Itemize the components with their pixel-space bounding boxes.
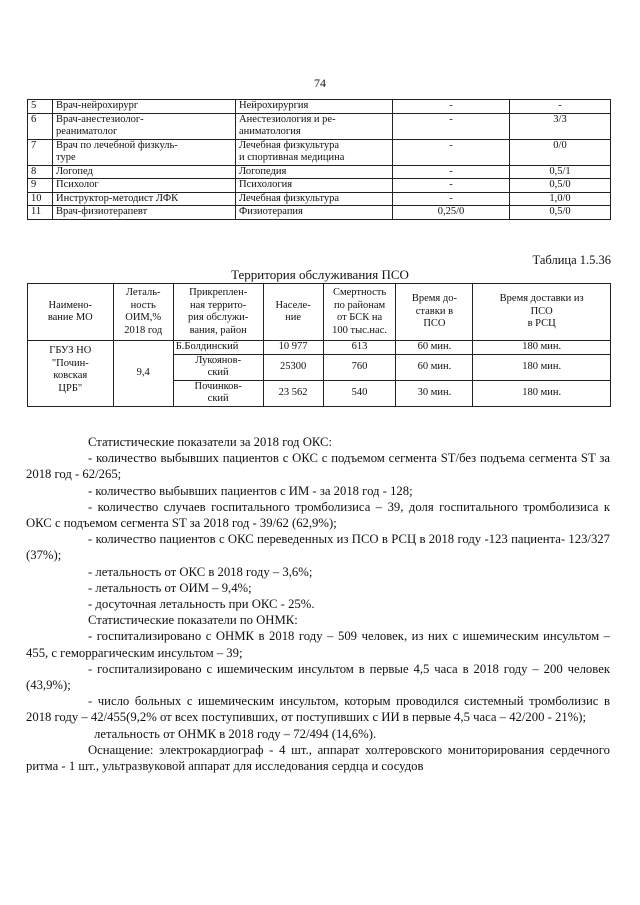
specialty-cell: Физиотерапия <box>236 206 393 220</box>
specialty-cell: Анестезиология и ре- аниматология <box>236 113 393 139</box>
paragraph: - госпитализировано с ишемическим инсультом в первые 4,5 часа в 2018 году – 200 человек (43,9%); <box>26 661 610 693</box>
paragraph: - досуточная летальность при ОКС - 25%. <box>88 597 315 612</box>
position-cell: Инструктор-методист ЛФК <box>53 192 236 206</box>
page-number: 74 <box>314 76 326 90</box>
table-title: Территория обслуживания ПСО <box>231 267 409 282</box>
population-cell: 25300 <box>263 354 323 380</box>
delivery-rsc-cell: 180 мин. <box>473 341 611 355</box>
paragraph: - летальность от ОКС в 2018 году – 3,6%; <box>88 564 313 579</box>
paragraph: - число больных с ишемическим инсультом, которым проводился системный тромболизис в 2018 году – 42/455(9,2% от всех поступивших, от поступивших с ИИ в первые 4,5 часа – 42/200 - 21%); <box>26 694 610 725</box>
paragraph: Статистические показатели по ОНМК: <box>88 613 298 628</box>
table-row <box>28 341 611 355</box>
lethality-cell: 9,4 <box>113 341 173 407</box>
specialty-cell: Лечебная физкультура и спортивная медицина <box>236 139 393 165</box>
value-cell: 0,5/0 <box>510 179 611 193</box>
table-caption: Таблица 1.5.36 <box>532 253 611 267</box>
column-header: Прикреплен- ная террито- рия обслужи- вания, район <box>173 284 263 341</box>
paragraph: Статистические показатели за 2018 год ОКС: <box>88 435 332 449</box>
specialty-cell: Психология <box>236 179 393 193</box>
delivery-rsc-cell: 180 мин. <box>473 380 611 406</box>
specialty-cell: Логопедия <box>236 165 393 179</box>
paragraph: Оснащение: электрокардиограф - 4 шт., аппарат холтеровского мониторирования сердечного ритма - 1 шт., ультразвуковой аппарат для исследования сердца и сосудов <box>26 742 610 774</box>
value-cell: - <box>393 100 510 114</box>
table-row <box>28 206 611 220</box>
paragraph: - количество случаев госпитального тромболизиса – 39, доля госпитального тромболизиса к ОКС с подъемом сегмента ST за 2018 год - 39/62 (62,9%); <box>26 499 610 531</box>
value-cell: - <box>510 100 611 114</box>
value-cell: - <box>393 179 510 193</box>
value-cell: 0,25/0 <box>393 206 510 220</box>
paragraph: - госпитализировано с ОНМК в 2018 году – 509 человек, из них с ишемическим инсультом – 455, с геморрагическим инсультом – 39; <box>26 629 610 660</box>
value-cell: - <box>393 165 510 179</box>
population-cell: 10 977 <box>263 341 323 355</box>
row-number: 11 <box>28 206 53 220</box>
district-cell: Б.Болдинский <box>173 341 263 355</box>
value-cell: 0/0 <box>510 139 611 165</box>
specialty-cell: Нейрохирургия <box>236 100 393 114</box>
table-row <box>28 179 611 193</box>
value-cell: - <box>393 113 510 139</box>
row-number: 10 <box>28 192 53 206</box>
row-number: 5 <box>28 100 53 114</box>
column-header: Смертность по районам от БСК на 100 тыс.нас. <box>323 284 396 341</box>
value-cell: 0,5/1 <box>510 165 611 179</box>
territory-table <box>27 283 611 407</box>
paragraph: - количество выбывших пациентов с ОКС с подъемом сегмента ST/без подъема сегмента ST за 2018 год - 62/265; <box>26 451 610 482</box>
position-cell: Врач-анестезиолог- реаниматолог <box>53 113 236 139</box>
staff-table <box>27 99 611 220</box>
row-number: 6 <box>28 113 53 139</box>
column-header: Время доставки из ПСО в РСЦ <box>473 284 611 341</box>
delivery-rsc-cell: 180 мин. <box>473 354 611 380</box>
column-header: Время до- ставки в ПСО <box>396 284 473 341</box>
mortality-cell: 760 <box>323 354 396 380</box>
value-cell: 3/3 <box>510 113 611 139</box>
body-text <box>26 434 610 774</box>
paragraph: - количество выбывших пациентов с ИМ - за 2018 год - 128; <box>88 483 413 498</box>
row-number: 8 <box>28 165 53 179</box>
delivery-pso-cell: 30 мин. <box>396 380 473 406</box>
column-header: Населе- ние <box>263 284 323 341</box>
specialty-cell: Лечебная физкультура <box>236 192 393 206</box>
paragraph: летальность от ОНМК в 2018 году – 72/494 (14,6%). <box>94 726 377 741</box>
column-header: Наимено- вание МО <box>28 284 114 341</box>
table-row <box>28 192 611 206</box>
population-cell: 23 562 <box>263 380 323 406</box>
value-cell: - <box>393 192 510 206</box>
table-header-row <box>28 284 611 341</box>
position-cell: Врач по лечебной физкуль- туре <box>53 139 236 165</box>
delivery-pso-cell: 60 мин. <box>396 354 473 380</box>
table-row <box>28 165 611 179</box>
column-header: Леталь- ность ОИМ,% 2018 год <box>113 284 173 341</box>
value-cell: 1,0/0 <box>510 192 611 206</box>
position-cell: Логопед <box>53 165 236 179</box>
row-number: 7 <box>28 139 53 165</box>
district-cell: Починков- ский <box>173 380 263 406</box>
table-row <box>28 113 611 139</box>
value-cell: - <box>393 139 510 165</box>
position-cell: Врач-нейрохирург <box>53 100 236 114</box>
table-row <box>28 100 611 114</box>
position-cell: Врач-физиотерапевт <box>53 206 236 220</box>
mortality-cell: 613 <box>323 341 396 355</box>
value-cell: 0,5/0 <box>510 206 611 220</box>
table-row <box>28 139 611 165</box>
position-cell: Психолог <box>53 179 236 193</box>
delivery-pso-cell: 60 мин. <box>396 341 473 355</box>
row-number: 9 <box>28 179 53 193</box>
district-cell: Лукоянов- ский <box>173 354 263 380</box>
mortality-cell: 540 <box>323 380 396 406</box>
paragraph: - летальность от ОИМ – 9,4%; <box>88 580 252 595</box>
organization-cell: ГБУЗ НО "Почин- ковская ЦРБ" <box>28 341 114 407</box>
paragraph: - количество пациентов с ОКС переведенных из ПСО в РСЦ в 2018 году -123 пациента- 123/327 (37%); <box>26 532 610 563</box>
